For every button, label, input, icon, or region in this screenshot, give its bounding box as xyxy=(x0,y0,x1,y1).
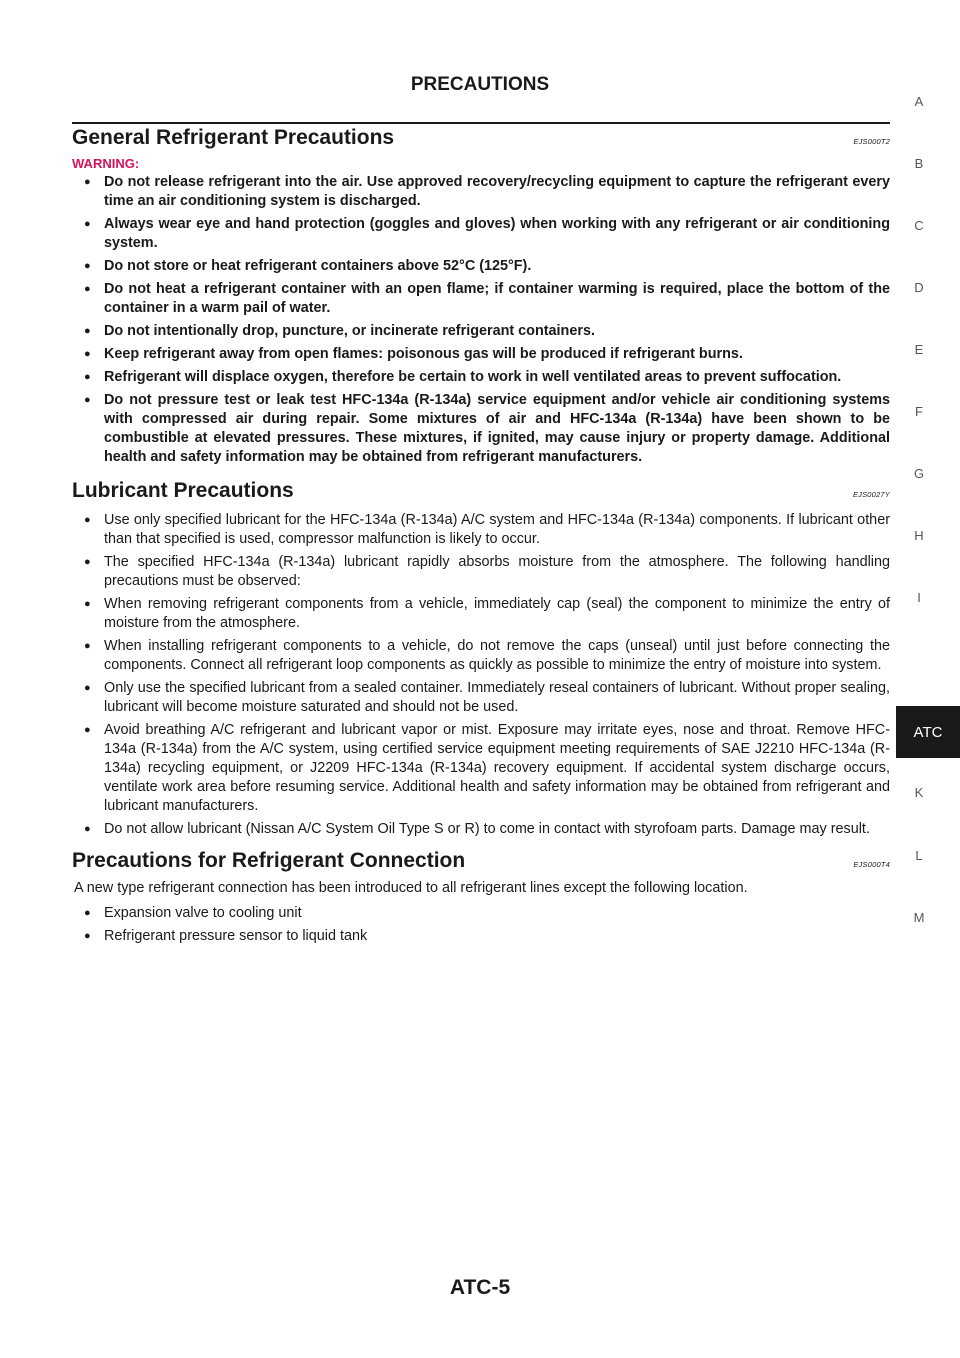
sidebar-letter-k[interactable]: K xyxy=(914,785,924,800)
bullet-icon: ● xyxy=(84,907,91,919)
bullet-icon: ● xyxy=(84,930,91,942)
sidebar-letter-g[interactable]: G xyxy=(913,466,925,481)
list-item: ● Expansion valve to cooling unit xyxy=(84,905,302,921)
bullet-icon: ● xyxy=(84,325,91,337)
connection-list xyxy=(72,904,890,946)
sidebar-letter-f[interactable]: F xyxy=(915,404,923,419)
section-general-refrigerant-header xyxy=(72,126,890,150)
warning-list xyxy=(72,173,890,467)
main-content xyxy=(72,126,890,950)
sidebar-letter-b[interactable]: B xyxy=(914,156,924,171)
list-item: ● Refrigerant pressure sensor to liquid tank xyxy=(84,928,368,944)
section-code: EJS0027Y xyxy=(852,490,890,499)
page-header-title: PRECAUTIONS xyxy=(410,74,550,95)
bullet-icon: ● xyxy=(84,724,91,736)
list-item: ● Do not pressure test or leak test HFC-134a (R-134a) service equipment and/or vehicle air conditioning systems with compressed air during repair. Some mixtures of air and HFC-134a (R-134a) have been shown to be combustible at elevated pressures. These mixtures, if ignited, may cause injury or property damage. Additional health and safety information may be obtained from refrigerant manufacturers. xyxy=(84,392,890,465)
bullet-icon: ● xyxy=(84,283,91,295)
bullet-icon: ● xyxy=(84,348,91,360)
lubricant-list xyxy=(72,511,890,839)
list-item: ● Do not release refrigerant into the air. Use approved recovery/recycling equipment to capture the refrigerant every time an air conditioning system is discharged. xyxy=(84,174,890,209)
list-item: ● Always wear eye and hand protection (goggles and gloves) when working with any refrigerant or air conditioning system. xyxy=(84,216,890,251)
list-item: ● Do not store or heat refrigerant containers above 52°C (125°F). xyxy=(84,258,532,274)
list-item: ● Do not heat a refrigerant container with an open flame; if container warming is required, place the bottom of the container in a warm pail of water. xyxy=(84,281,890,316)
header-divider xyxy=(72,122,890,124)
section-title: Precautions for Refrigerant Connection xyxy=(72,849,466,872)
bullet-icon: ● xyxy=(84,394,91,406)
bullet-icon: ● xyxy=(84,371,91,383)
bullet-icon: ● xyxy=(84,176,91,188)
bullet-icon: ● xyxy=(84,556,91,568)
list-item: ● Do not intentionally drop, puncture, or incinerate refrigerant containers. xyxy=(84,323,595,339)
page-number: ATC-5 xyxy=(449,1276,511,1299)
bullet-icon: ● xyxy=(84,598,91,610)
sidebar-letter-c[interactable]: C xyxy=(914,218,924,233)
list-item: ● When installing refrigerant components to a vehicle, do not remove the caps (unseal) until just before connecting the components. Connect all refrigerant loop components as quickly as possible to minimize the entry of moisture into system. xyxy=(84,638,890,673)
list-item: ● Do not allow lubricant (Nissan A/C System Oil Type S or R) to come in contact with styrofoam parts. Damage may result. xyxy=(84,821,870,837)
sidebar-letter-i[interactable]: I xyxy=(917,590,921,605)
list-item: ● Refrigerant will displace oxygen, therefore be certain to work in well ventilated areas to prevent suffocation. xyxy=(84,369,842,385)
list-item: ● Avoid breathing A/C refrigerant and lubricant vapor or mist. Exposure may irritate eyes, nose and throat. Remove HFC-134a (R-134a) from the A/C system, using certified service equipment meeting requirements of SAE J2210 HFC-134a (R-134a) recycling equipment, or J2209 HFC-134a (R-134a) recovery equipment. If accidental system discharge occurs, ventilate work area before resuming service. Additional health and safety information may be obtained from refrigerant and lubricant manufacturers. xyxy=(84,722,890,814)
sidebar-letter-a[interactable]: A xyxy=(914,94,924,109)
bullet-icon: ● xyxy=(84,514,91,526)
bullet-icon: ● xyxy=(84,218,91,230)
section-code: EJS000T2 xyxy=(853,137,890,146)
bullet-icon: ● xyxy=(84,682,91,694)
sidebar-tab-atc-active[interactable]: ATC xyxy=(896,706,960,758)
section-code: EJS000T4 xyxy=(853,860,890,869)
list-item: ● The specified HFC-134a (R-134a) lubricant rapidly absorbs moisture from the atmosphere. The following handling precautions must be observed: xyxy=(84,554,890,589)
sidebar-letter-h[interactable]: H xyxy=(914,528,924,543)
bullet-icon: ● xyxy=(84,823,91,835)
section-title: Lubricant Precautions xyxy=(72,479,294,502)
list-item: ● Only use the specified lubricant from a sealed container. Immediately reseal containers of lubricant. Without proper sealing, lubricant will become moisture saturated and should not be used. xyxy=(84,680,890,715)
sidebar-letter-d[interactable]: D xyxy=(914,280,924,295)
list-item: ● When removing refrigerant components from a vehicle, immediately cap (seal) the component to minimize the entry of moisture from the atmosphere. xyxy=(84,596,890,631)
sidebar-letter-e[interactable]: E xyxy=(914,342,924,357)
section-lubricant-header xyxy=(72,479,890,503)
section-title: General Refrigerant Precautions xyxy=(72,126,395,149)
bullet-icon: ● xyxy=(84,640,91,652)
list-item: ● Keep refrigerant away from open flames: poisonous gas will be produced if refrigerant burns. xyxy=(84,346,743,362)
section-intro-text: A new type refrigerant connection has been introduced to all refrigerant lines except the following location. xyxy=(74,880,748,896)
bullet-icon: ● xyxy=(84,260,91,272)
warning-label: WARNING: xyxy=(72,156,140,171)
section-connection-header xyxy=(72,849,890,873)
sidebar-letter-l[interactable]: L xyxy=(915,848,923,863)
list-item: ● Use only specified lubricant for the HFC-134a (R-134a) A/C system and HFC-134a (R-134a) components. If lubricant other than that specified is used, compressor malfunction is likely to occur. xyxy=(84,512,890,547)
sidebar-letter-m[interactable]: M xyxy=(913,910,925,925)
